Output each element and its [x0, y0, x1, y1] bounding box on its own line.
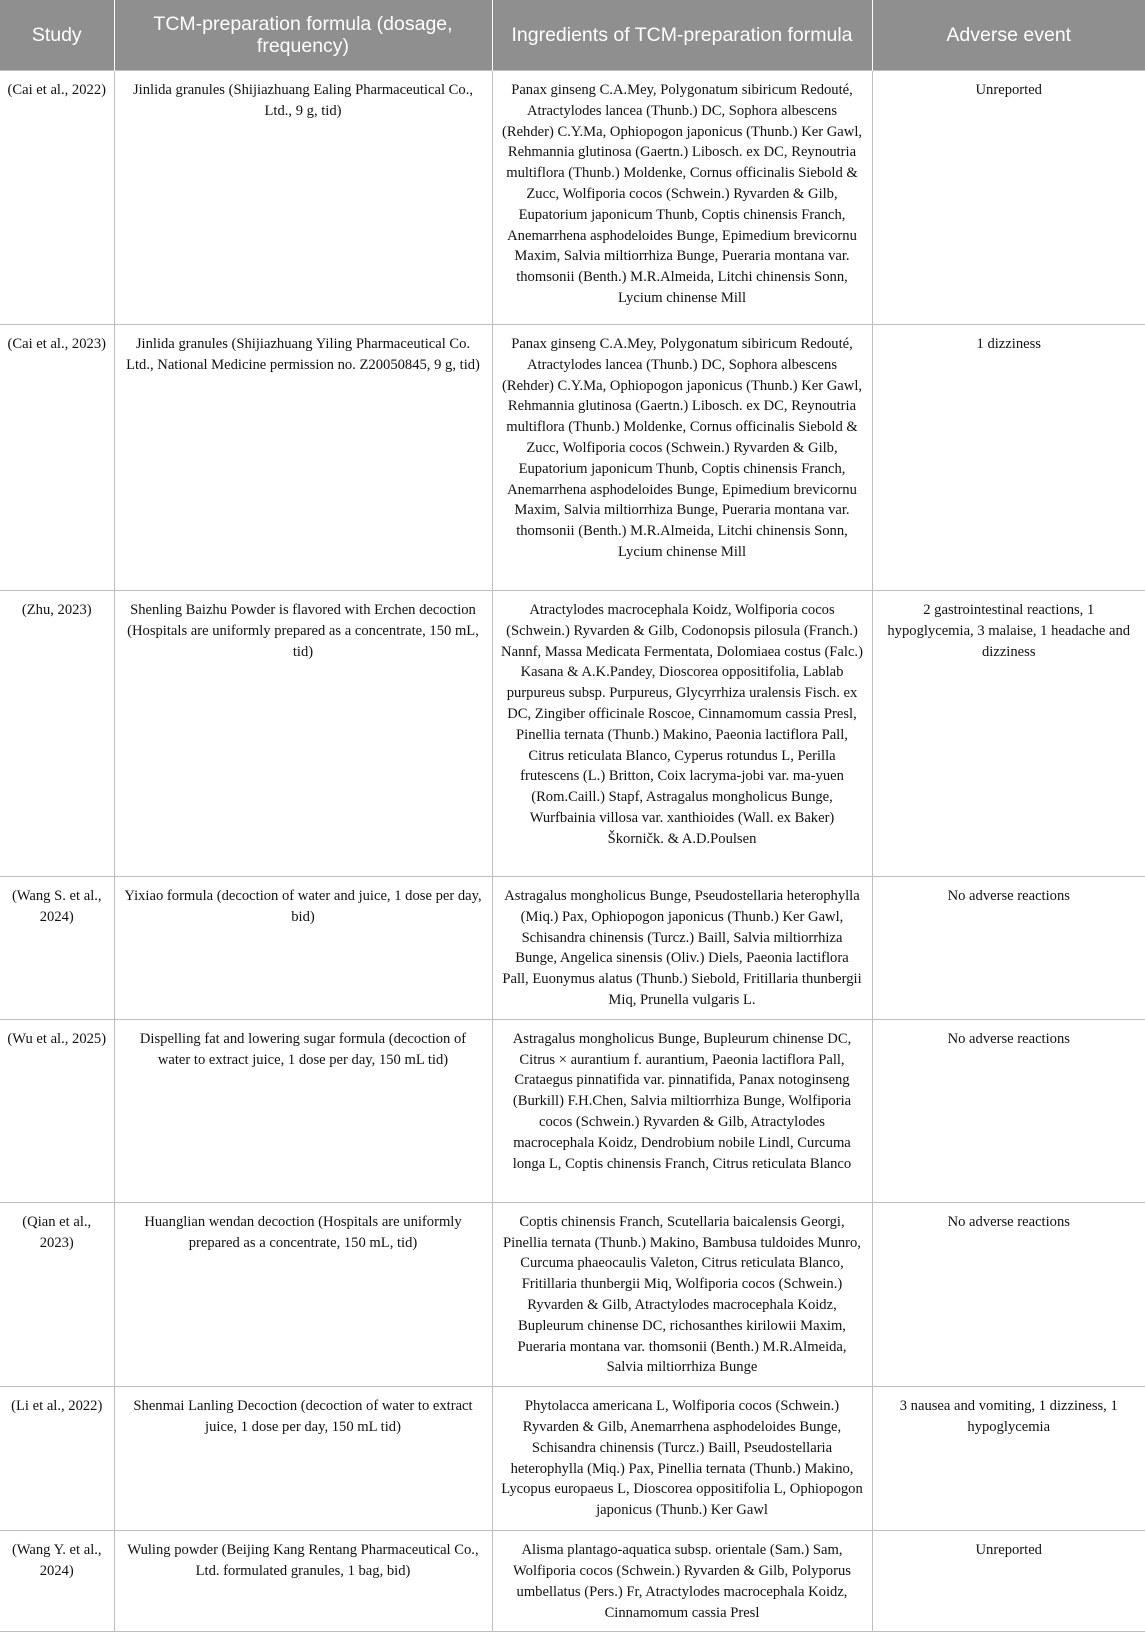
ingredients-cell: Astragalus mongholicus Bunge, Pseudostellaria heterophylla (Miq.) Pax, Ophiopogon japonicus (Thunb.) Ker Gawl, Schisandra chinensis (Turcz.) Baill, Salvia miltiorrhiza Bunge, Angelica sinensis (Oliv.) Diels, Paeonia lactiflora Pall, Euonymus alatus (Thunb.) Siebold, Fritillaria thunbergii Miq, Prunella vulgaris L.: [492, 877, 872, 1020]
study-cell: (Cai et al., 2022): [0, 71, 114, 325]
adverse-event-cell: Unreported: [872, 71, 1145, 325]
study-cell: (Wu et al., 2025): [0, 1019, 114, 1202]
header-adverse-event: Adverse event: [872, 0, 1145, 71]
header-study: Study: [0, 0, 114, 71]
table-row: [0, 877, 1145, 1020]
ingredients-cell: Alisma plantago-aquatica subsp. orientale (Sam.) Sam, Wolfiporia cocos (Schwein.) Ryvarden & Gilb, Polyporus umbellatus (Pers.) Fr, Atractylodes macrocephala Koidz, Cinnamomum cassia Presl: [492, 1531, 872, 1632]
ingredients-cell: Atractylodes macrocephala Koidz, Wolfiporia cocos (Schwein.) Ryvarden & Gilb, Codonopsis pilosula (Franch.) Nannf, Massa Medicata Fermentata, Dolomiaea costus (Falc.) Kasana & A.K.Pandey, Dioscorea oppositifolia, Lablab purpureus subsp. Purpureus, Glycyrrhiza uralensis Fisch. ex DC, Zingiber officinale Roscoe, Cinnamomum cassia Presl, Pinellia ternata (Thunb.) Makino, Paeonia lactiflora Pall, Citrus reticulata Blanco, Cyperus rotundus L, Perilla frutescens (L.) Britton, Coix lacryma-jobi var. ma-yuen (Rom.Caill.) Stapf, Astragalus mongholicus Bunge, Wurfbainia villosa var. xanthioides (Wall. ex Baker) Škorničk. & A.D.Poulsen: [492, 591, 872, 877]
table-row: [0, 1531, 1145, 1632]
formula-cell: Wuling powder (Beijing Kang Rentang Pharmaceutical Co., Ltd. formulated granules, 1 bag, bid): [114, 1531, 492, 1632]
adverse-event-cell: 3 nausea and vomiting, 1 dizziness, 1 hypoglycemia: [872, 1387, 1145, 1531]
study-cell: (Li et al., 2022): [0, 1387, 114, 1531]
ingredients-cell: Panax ginseng C.A.Mey, Polygonatum sibiricum Redouté, Atractylodes lancea (Thunb.) DC, Sophora albescens (Rehder) C.Y.Ma, Ophiopogon japonicus (Thunb.) Ker Gawl, Rehmannia glutinosa (Gaertn.) Libosch. ex DC, Reynoutria multiflora (Thunb.) Moldenke, Cornus officinalis Siebold & Zucc, Wolfiporia cocos (Schwein.) Ryvarden & Gilb, Eupatorium japonicum Thunb, Coptis chinensis Franch, Anemarrhena asphodeloides Bunge, Epimedium brevicornu Maxim, Salvia miltiorrhiza Bunge, Pueraria montana var. thomsonii (Benth.) M.R.Almeida, Litchi chinensis Sonn, Lycium chinense Mill: [492, 325, 872, 591]
adverse-event-cell: Unreported: [872, 1531, 1145, 1632]
adverse-event-cell: No adverse reactions: [872, 1202, 1145, 1386]
ingredients-cell: Astragalus mongholicus Bunge, Bupleurum chinense DC, Citrus × aurantium f. aurantium, Paeonia lactiflora Pall, Crataegus pinnatifida var. pinnatifida, Panax notoginseng (Burkill) F.H.Chen, Salvia miltiorrhiza Bunge, Wolfiporia cocos (Schwein.) Ryvarden & Gilb, Atractylodes macrocephala Koidz, Dendrobium nobile Lindl, Curcuma longa L, Coptis chinensis Franch, Citrus reticulata Blanco: [492, 1019, 872, 1202]
table-header: [0, 0, 1145, 71]
header-ingredients: Ingredients of TCM-preparation formula: [492, 0, 872, 71]
adverse-event-cell: 2 gastrointestinal reactions, 1 hypoglycemia, 3 malaise, 1 headache and dizziness: [872, 591, 1145, 877]
ingredients-cell: Panax ginseng C.A.Mey, Polygonatum sibiricum Redouté, Atractylodes lancea (Thunb.) DC, Sophora albescens (Rehder) C.Y.Ma, Ophiopogon japonicus (Thunb.) Ker Gawl, Rehmannia glutinosa (Gaertn.) Libosch. ex DC, Reynoutria multiflora (Thunb.) Moldenke, Cornus officinalis Siebold & Zucc, Wolfiporia cocos (Schwein.) Ryvarden & Gilb, Eupatorium japonicum Thunb, Coptis chinensis Franch, Anemarrhena asphodeloides Bunge, Epimedium brevicornu Maxim, Salvia miltiorrhiza Bunge, Pueraria montana var. thomsonii (Benth.) M.R.Almeida, Litchi chinensis Sonn, Lycium chinense Mill: [492, 71, 872, 325]
ingredients-cell: Phytolacca americana L, Wolfiporia cocos (Schwein.) Ryvarden & Gilb, Anemarrhena asphodeloides Bunge, Schisandra chinensis (Turcz.) Baill, Pseudostellaria heterophylla (Miq.) Pax, Pinellia ternata (Thunb.) Makino, Lycopus europaeus L, Dioscorea oppositifolia L, Ophiopogon japonicus (Thunb.) Ker Gawl: [492, 1387, 872, 1531]
adverse-event-cell: 1 dizziness: [872, 325, 1145, 591]
table-row: [0, 1202, 1145, 1386]
header-row: [0, 0, 1145, 71]
table-row: [0, 1019, 1145, 1202]
study-cell: (Qian et al., 2023): [0, 1202, 114, 1386]
table-row: [0, 71, 1145, 325]
study-cell: (Cai et al., 2023): [0, 325, 114, 591]
table-row: [0, 325, 1145, 591]
formula-cell: Huanglian wendan decoction (Hospitals are uniformly prepared as a concentrate, 150 mL, tid): [114, 1202, 492, 1386]
formula-cell: Jinlida granules (Shijiazhuang Ealing Pharmaceutical Co., Ltd., 9 g, tid): [114, 71, 492, 325]
table-row: [0, 1387, 1145, 1531]
formula-cell: Dispelling fat and lowering sugar formula (decoction of water to extract juice, 1 dose per day, 150 mL tid): [114, 1019, 492, 1202]
formula-cell: Shenling Baizhu Powder is flavored with Erchen decoction (Hospitals are uniformly prepared as a concentrate, 150 mL, tid): [114, 591, 492, 877]
adverse-event-cell: No adverse reactions: [872, 1019, 1145, 1202]
formula-cell: Jinlida granules (Shijiazhuang Yiling Pharmaceutical Co. Ltd., National Medicine permission no. Z20050845, 9 g, tid): [114, 325, 492, 591]
table-body: [0, 71, 1145, 1632]
table-row: [0, 591, 1145, 877]
ingredients-cell: Coptis chinensis Franch, Scutellaria baicalensis Georgi, Pinellia ternata (Thunb.) Makino, Bambusa tuldoides Munro, Curcuma phaeocaulis Valeton, Citrus reticulata Blanco, Fritillaria thunbergii Miq, Wolfiporia cocos (Schwein.) Ryvarden & Gilb, Atractylodes macrocephala Koidz, Bupleurum chinense DC, richosanthes kirilowii Maxim, Pueraria montana var. thomsonii (Benth.) M.R.Almeida, Salvia miltiorrhiza Bunge: [492, 1202, 872, 1386]
study-cell: (Zhu, 2023): [0, 591, 114, 877]
study-cell: (Wang Y. et al., 2024): [0, 1531, 114, 1632]
study-cell: (Wang S. et al., 2024): [0, 877, 114, 1020]
formula-cell: Yixiao formula (decoction of water and juice, 1 dose per day, bid): [114, 877, 492, 1020]
header-formula: TCM-preparation formula (dosage, frequency): [114, 0, 492, 71]
adverse-event-cell: No adverse reactions: [872, 877, 1145, 1020]
formula-cell: Shenmai Lanling Decoction (decoction of water to extract juice, 1 dose per day, 150 mL tid): [114, 1387, 492, 1531]
